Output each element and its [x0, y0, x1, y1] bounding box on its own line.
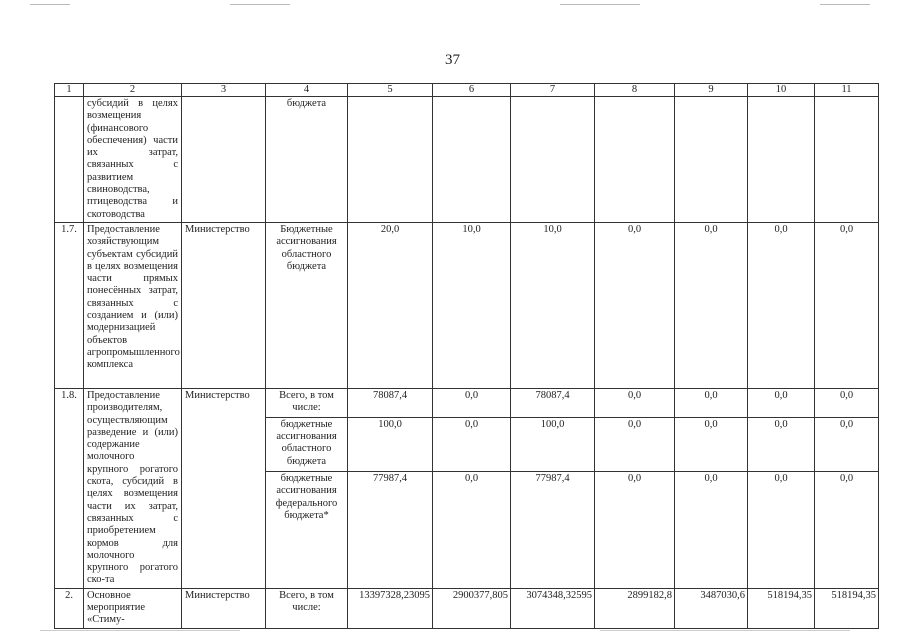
- row-number: [55, 97, 84, 223]
- header-cell: 2: [84, 84, 182, 97]
- value-cell: [815, 97, 879, 223]
- header-cell: 5: [348, 84, 433, 97]
- value-cell: 0,0: [675, 417, 748, 471]
- value-cell: 100,0: [511, 417, 595, 471]
- value-cell: 78087,4: [348, 388, 433, 417]
- value-cell: [748, 97, 815, 223]
- scan-mark: [560, 4, 640, 5]
- value-cell: 0,0: [815, 222, 879, 388]
- value-cell: 0,0: [748, 417, 815, 471]
- value-cell: 0,0: [433, 388, 511, 417]
- value-cell: 0,0: [595, 388, 675, 417]
- table-header-row: [55, 84, 879, 97]
- table-row: [55, 222, 879, 388]
- table-row: [55, 97, 879, 223]
- header-cell: 10: [748, 84, 815, 97]
- scan-mark: [230, 4, 290, 5]
- value-cell: 0,0: [748, 222, 815, 388]
- value-cell: 0,0: [675, 222, 748, 388]
- value-cell: 0,0: [433, 472, 511, 589]
- funding-source: Всего, в том числе:: [266, 388, 348, 417]
- row-number: 1.7.: [55, 222, 84, 388]
- value-cell: 10,0: [433, 222, 511, 388]
- value-cell: [511, 97, 595, 223]
- value-cell: 0,0: [675, 388, 748, 417]
- scan-mark: [30, 4, 70, 5]
- table-row: [55, 388, 879, 417]
- value-cell: 0,0: [675, 472, 748, 589]
- funding-source: бюджета: [266, 97, 348, 223]
- value-cell: 78087,4: [511, 388, 595, 417]
- measure-name: субсидий в целях возмещения (финансового обеспечения) части их затрат, связанных с развитием свиноводства, птицеводства и скотоводства: [84, 97, 182, 223]
- value-cell: 0,0: [815, 472, 879, 589]
- value-cell: 100,0: [348, 417, 433, 471]
- executor: Министерство: [182, 388, 266, 588]
- value-cell: 2899182,8: [595, 588, 675, 628]
- value-cell: 10,0: [511, 222, 595, 388]
- row-number: 1.8.: [55, 388, 84, 588]
- scan-mark: [820, 4, 870, 5]
- header-cell: 11: [815, 84, 879, 97]
- value-cell: [595, 97, 675, 223]
- value-cell: 0,0: [595, 417, 675, 471]
- executor: [182, 97, 266, 223]
- header-cell: 8: [595, 84, 675, 97]
- value-cell: 3487030,6: [675, 588, 748, 628]
- header-cell: 3: [182, 84, 266, 97]
- header-cell: 1: [55, 84, 84, 97]
- executor: Министерство: [182, 588, 266, 628]
- value-cell: [675, 97, 748, 223]
- executor: Министерство: [182, 222, 266, 388]
- value-cell: 0,0: [815, 388, 879, 417]
- value-cell: 77987,4: [348, 472, 433, 589]
- value-cell: 0,0: [595, 472, 675, 589]
- value-cell: [433, 97, 511, 223]
- measure-name: Предоставление хозяйствующим субъектам субсидий в целях возмещения части прямых понесённых затрат, связанных с созданием и (или) модернизацией объектов агропромышленного комплекса: [84, 222, 182, 388]
- value-cell: 2900377,805: [433, 588, 511, 628]
- measure-name: Основное мероприятие «Стиму-: [84, 588, 182, 628]
- row-number: 2.: [55, 588, 84, 628]
- value-cell: 518194,35: [815, 588, 879, 628]
- value-cell: [348, 97, 433, 223]
- header-cell: 6: [433, 84, 511, 97]
- value-cell: 13397328,23095: [348, 588, 433, 628]
- budget-table: [54, 83, 879, 629]
- table-row: [55, 588, 879, 628]
- header-cell: 4: [266, 84, 348, 97]
- header-cell: 9: [675, 84, 748, 97]
- value-cell: 0,0: [815, 417, 879, 471]
- funding-source: Бюджетные ассигнования областного бюджета: [266, 222, 348, 388]
- measure-name: Предоставление производителям, осуществляющим разведение и (или) содержание молочного крупного рогатого скота, субсидий в целях возмещения части их затрат, связанных с приобретением кормов для молочного крупного рогатого ско-та: [84, 388, 182, 588]
- value-cell: 518194,35: [748, 588, 815, 628]
- value-cell: 77987,4: [511, 472, 595, 589]
- header-cell: 7: [511, 84, 595, 97]
- value-cell: 0,0: [748, 388, 815, 417]
- scan-mark: [40, 630, 240, 631]
- value-cell: 3074348,32595: [511, 588, 595, 628]
- funding-source: бюджетные ассигнования федерального бюджета*: [266, 472, 348, 589]
- funding-source: Всего, в том числе:: [266, 588, 348, 628]
- scan-mark: [600, 630, 850, 631]
- page-number: 37: [445, 52, 460, 68]
- value-cell: 20,0: [348, 222, 433, 388]
- funding-source: бюджетные ассигнования областного бюджета: [266, 417, 348, 471]
- value-cell: 0,0: [433, 417, 511, 471]
- value-cell: 0,0: [595, 222, 675, 388]
- value-cell: 0,0: [748, 472, 815, 589]
